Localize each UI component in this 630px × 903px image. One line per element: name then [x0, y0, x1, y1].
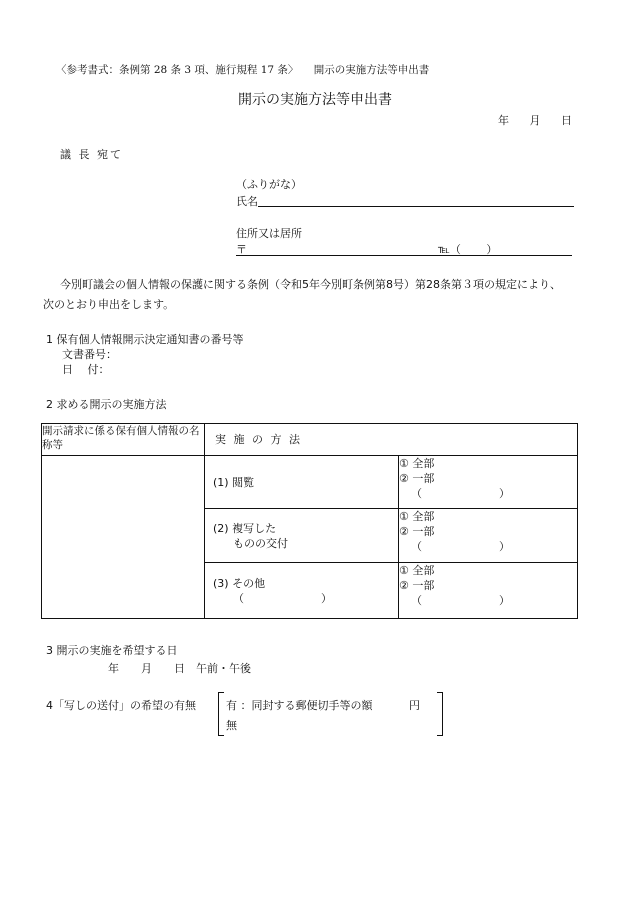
left-bracket	[218, 692, 224, 736]
reference-note	[56, 62, 429, 77]
col1-header: 開示請求に係る保有個人情報の名称等	[42, 424, 205, 456]
furigana-label: （ふりがな）	[236, 178, 302, 191]
option-full[interactable]: ① 全部	[399, 457, 435, 470]
method-2-label-cont: ものの交付	[233, 536, 288, 550]
section1-heading: 1 保有個人情報開示決定通知書の番号等	[46, 333, 244, 346]
method-3-other-input[interactable]: （ ）	[233, 591, 332, 605]
notice-date-label: 日 付：	[62, 363, 110, 376]
option-yes[interactable]: 有 ：同封する郵便切手等の額 円	[226, 699, 420, 712]
options-row-2[interactable]	[399, 509, 578, 563]
info-name-cell[interactable]	[42, 456, 205, 619]
option-partial-detail[interactable]: （ ）	[411, 487, 510, 500]
section3-heading: 3 開示の実施を希望する日	[46, 644, 178, 657]
method-1-label: (1) 閲覧	[213, 475, 255, 489]
intro-line-1: 今別町議会の個人情報の保護に関する条例（令和5年今別町条例第8号）第28条第３項の規定により、	[60, 278, 561, 291]
method-table	[41, 423, 578, 619]
preferred-date-line[interactable]: 年 月 日 午前・午後	[108, 662, 251, 675]
method-row-3	[205, 563, 399, 619]
tel-label: ℡（ ）	[438, 243, 498, 256]
option-partial-detail[interactable]: （ ）	[411, 594, 510, 607]
postal-mark: 〒	[236, 243, 247, 256]
date-line: 年 月 日	[498, 114, 572, 127]
method-2-label: (2) 複写した	[213, 521, 277, 535]
name-field[interactable]	[258, 206, 574, 207]
reference-text: 〈参考書式：条例第 28 条 3 項、施行規程 17 条〉	[56, 64, 299, 76]
address-label: 住所又は居所	[236, 227, 302, 240]
option-full[interactable]: ① 全部	[399, 564, 435, 577]
col2-header: 実 施 の 方 法	[205, 424, 578, 456]
intro-line-2: 次のとおり申出をします。	[43, 298, 175, 311]
option-partial-detail[interactable]: （ ）	[411, 540, 510, 553]
options-row-3[interactable]	[399, 563, 578, 619]
addressee: 議 長 宛て	[60, 148, 123, 161]
doc-number-label: 文書番号：	[62, 348, 117, 361]
options-row-1[interactable]	[399, 456, 578, 509]
right-bracket	[437, 692, 443, 736]
method-3-label: (3) その他	[213, 576, 266, 590]
method-row-1	[205, 456, 399, 509]
option-partial[interactable]: ② 一部	[399, 472, 435, 485]
option-no[interactable]: 無	[226, 719, 237, 732]
page-title: 開示の実施方法等申出書	[238, 92, 392, 108]
section2-heading: 2 求める開示の実施方法	[46, 398, 167, 411]
option-partial[interactable]: ② 一部	[399, 579, 435, 592]
option-full[interactable]: ① 全部	[399, 510, 435, 523]
name-label: 氏名	[236, 195, 258, 208]
option-partial[interactable]: ② 一部	[399, 525, 435, 538]
address-field[interactable]	[236, 255, 572, 256]
section4-heading: 4「写しの送付」の希望の有無	[46, 699, 196, 712]
reference-title: 開示の実施方法等申出書	[313, 64, 430, 76]
method-row-2	[205, 509, 399, 563]
